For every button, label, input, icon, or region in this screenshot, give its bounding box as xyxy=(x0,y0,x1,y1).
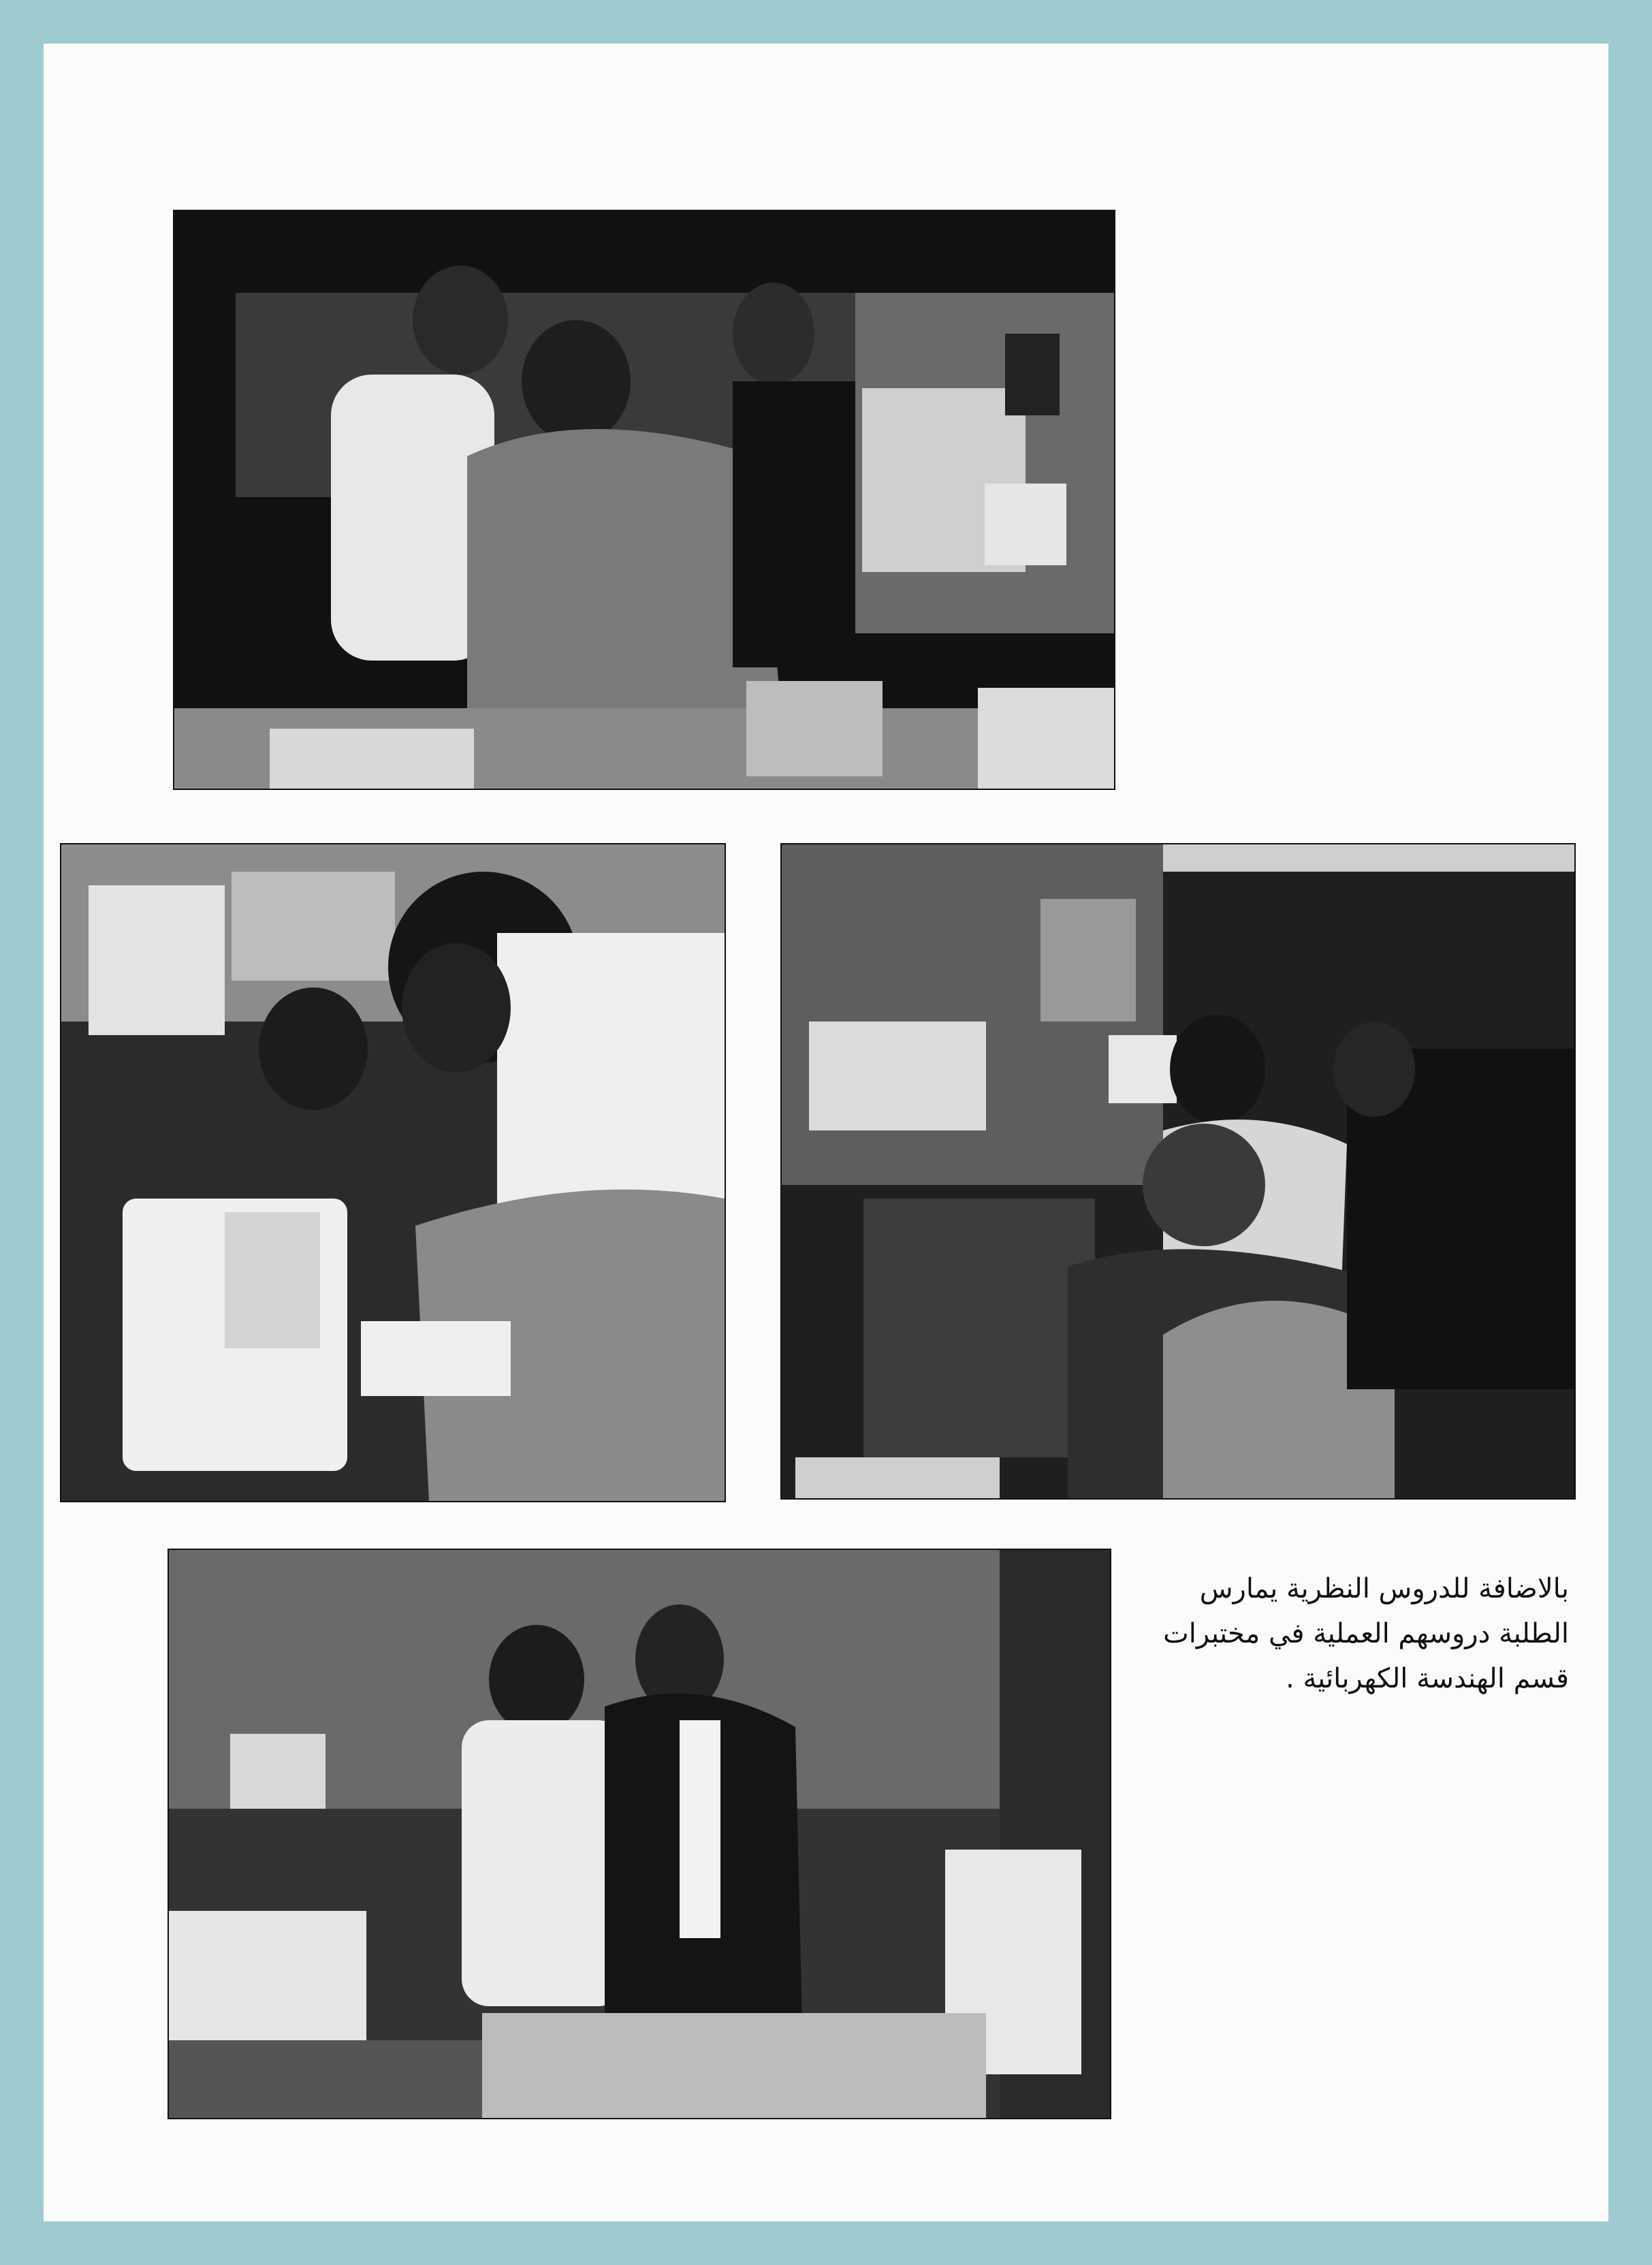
lab-photo-1 xyxy=(173,210,1115,790)
lab-photo-2 xyxy=(60,843,726,1502)
photo-caption xyxy=(1133,1566,1569,1701)
caption-line-1: بالاضافة للدروس النظرية يمارس xyxy=(1199,1573,1569,1604)
lab-photo-3-image xyxy=(782,844,1574,1498)
caption-line-2: الطلبة دروسهم العملية في مختبرات xyxy=(1163,1618,1569,1649)
lab-photo-2-image xyxy=(61,844,725,1501)
lab-photo-4-image xyxy=(169,1550,1110,2118)
lab-photo-4 xyxy=(168,1549,1111,2119)
document-page xyxy=(44,44,1608,2221)
caption-line-3: قسم الهندسة الكهربائية . xyxy=(1286,1663,1569,1694)
lab-photo-1-image xyxy=(174,211,1114,789)
lab-photo-3 xyxy=(780,843,1576,1500)
